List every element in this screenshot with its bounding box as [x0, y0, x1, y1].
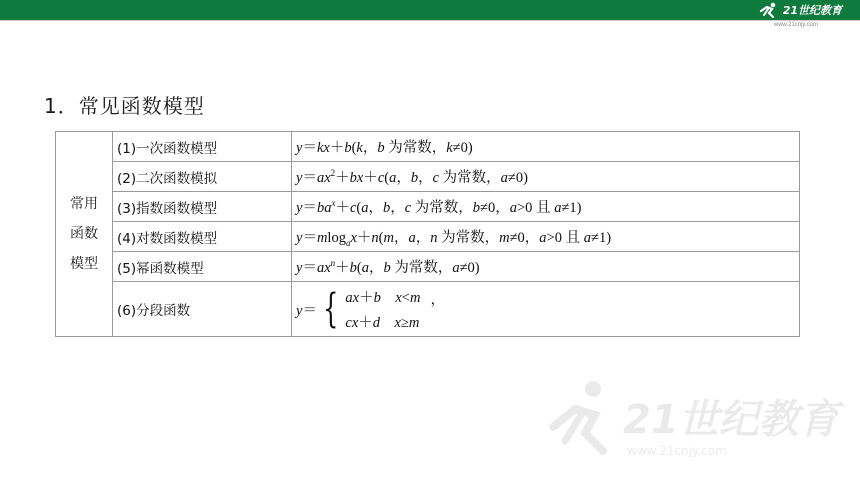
header-divider — [0, 20, 860, 21]
model-name: (3)指数函数模型 — [113, 192, 292, 222]
runner-watermark-icon — [545, 375, 845, 465]
watermark-url: www.21cnjy.com — [627, 444, 727, 458]
table-row — [56, 282, 800, 337]
brand-text: 21世纪教育 — [782, 4, 842, 17]
brand-logo[interactable] — [758, 1, 842, 19]
table-row — [56, 162, 800, 192]
piecewise-trail: ， — [430, 292, 445, 308]
piecewise-case: ax＋b x<m — [345, 290, 421, 306]
group-label-line: 常用 — [70, 196, 98, 212]
group-label — [56, 132, 113, 337]
brace-icon: { — [323, 286, 339, 332]
model-name: (5)幂函数模型 — [113, 252, 292, 282]
table-row — [56, 192, 800, 222]
model-name: (4)对数函数模型 — [113, 222, 292, 252]
model-formula: $y=ax^2+bx+c(a$，b，c 为常数，a≠0) — [292, 162, 800, 192]
model-name: (2)二次函数模拟 — [113, 162, 292, 192]
top-banner — [0, 0, 860, 20]
model-formula: $y=ba^x+c(a$，b，c 为常数，b≠0，a>0 且 a≠1) — [292, 192, 800, 222]
model-formula-piecewise — [292, 282, 800, 337]
piecewise-case: cx＋d x≥m — [345, 315, 420, 331]
model-formula: y＝kx＋b(k，b 为常数，k≠0) — [292, 132, 800, 162]
model-formula: y＝mlog$_a$x＋n(m，a，n 为常数，m≠0，a>0 且 a≠1) — [292, 222, 800, 252]
group-label-line: 函数 — [70, 226, 98, 242]
piecewise-lead: y＝ — [296, 302, 317, 319]
table-row — [56, 222, 800, 252]
model-name: (6)分段函数 — [113, 282, 292, 337]
brand-url[interactable]: www.21cnjy.com — [773, 22, 818, 28]
model-formula: $y=ax^n+b(a$，b 为常数，a≠0) — [292, 252, 800, 282]
watermark-text: 21世纪教育 — [623, 397, 839, 443]
runner-logo-icon — [758, 2, 780, 18]
function-models-table — [55, 131, 800, 337]
group-label-line: 模型 — [70, 256, 98, 272]
model-name: (1)一次函数模型 — [113, 132, 292, 162]
table-row — [56, 252, 800, 282]
section-title: 1．常见函数模型 — [44, 94, 205, 118]
table-row — [56, 132, 800, 162]
